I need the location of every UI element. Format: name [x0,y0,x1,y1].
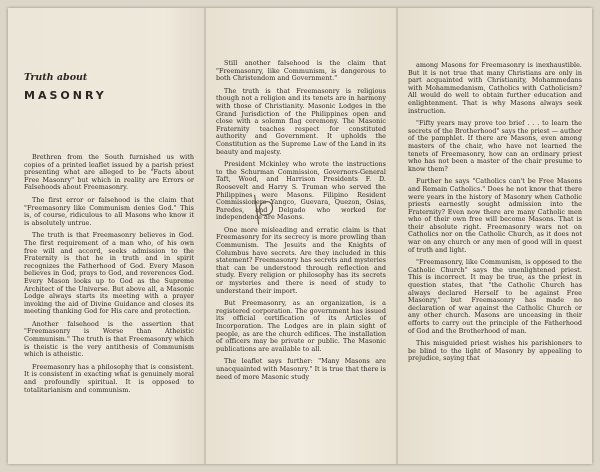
panel-middle [204,8,396,464]
handwritten-mark-icon [254,191,283,224]
paragraph: among Masons for Freemasonry is inexhaustible. But it is not true that many Christians are only in part acquainted with Christianity, Mohammedans with Mohammedanism, Catholics with Catholicism? All would do well to obtain further education and enlightenment. That is why Masons always seek instruction. [408,61,582,115]
paragraph: The first error or falsehood is the claim that "Freemasonry like Communism denies God." This is, of course, ridiculous to all Masons who know it is absolutely untrue. [24,195,194,227]
paragraph: But Freemasonry, as an organization, is a registered corporation. The government has issued its official certification of its Articles of Incorporation. The Lodges are in plain sight of people, as are the church edifices. The installation of officers may be private or public. The Masonic publications are available to all. [216,299,386,353]
paragraph: President Mckinley who wrote the instructions to the Schurman Commission, Governors-General Taft, Wood, and Harrison Presidents F. D. Roosevelt and Harry S. Truman who served the Philippines were Masons. Filipino Resident Commissioners Yangco, Guevara, Quezon, Osias, Paredes, and Delgado who worked for independence are Masons. [216,160,386,222]
paragraph: Further he says "Catholics can't be Free Masons and Remain Catholics." Does he not know that there were years in the history of Masonry when Catholic priests earnestly sought admission into the Fraternity? Even now there are many Catholic men who of their own free will become Masons. That is their absolute right. Freemasonry wars not on Catholics nor on the Catholic Church, as it does not war on any church or any men of good will in quest of truth and light. [408,177,582,254]
paragraph: The leaflet says further: "Many Masons are unacquainted with Masonry." It is true that there is need of more Masonic study [216,357,386,381]
leaflet-sheet [8,8,592,464]
panel-left [8,8,204,464]
paragraph: One more misleading and erratic claim is that Freemasonry for its secrecy is more prowling than Communism. The Jesuits and the Knights of Columbus have secrets. Are they included in this statement? Freemasonry has secrets and mysteries that can be understood through reflection and study. Every religion or philosophy has its secrets or mysteries and there is need of study to understand their import. [216,225,386,295]
leaflet-title: MASONRY [24,89,107,102]
paragraph: Another falsehood is the assertion that "Freemasonry is Worse than Atheistic Communism." The truth is that Freemasonry which is theistic is the very antithesis of Communism which is atheistic. [24,319,194,359]
paragraph: Still another falsehood is the claim that "Freemasonry, like Communism, is dangerous to both Christendom and Government." [216,59,386,83]
panel-right [396,8,592,464]
paragraph: Freemasonry has a philosophy that is consistent. It is consistent in exacting what is genuinely moral and profoundly spiritual. It is opposed to totalitarianism and communism. [24,362,194,394]
paragraph: Brethren from the South furnished us with copies of a printed leaflet issued by a parish priest presenting what are alleged to be "Facts about Free Masonry" but which in reality are Errors or Falsehoods about Freemasonry. [24,153,194,192]
paragraph: This misguided priest wishes his parishioners to be blind to the light of Masonry by appealing to prejudice, saying that [408,339,582,363]
fold-line [204,8,206,464]
paragraph: The truth is that Freemasonry believes in God. The first requirement of a man who, of his own free will and accord, seeks admission to the Fraternity is that he in truth and in spirit recognizes the Fatherhood of God. Every Mason believes in God, prays to God, and reverences God. Every Mason looks up to God as the Supreme Architect of the Universe. But above all, a Masonic Lodge always starts its meeting with a prayer invoking the aid of Divine Guidance and closes its meeting thanking God for His care and protection. [24,231,194,316]
leaflet-title-small: Truth about [24,72,88,83]
paragraph: "Fifty years may prove too brief . . . to learn the secrets of the Brotherhood" says the priest — author of the pamphlet. If there are Masons, even among masters of the chair, who have not learned the tenets of Freemasonry, how can an ordinary priest who has not been a master of the chair presume to know them? [408,119,582,173]
paragraph: "Freemasonry, like Communism, is opposed to the Catholic Church" says the unenlightened priest. This is incorrect. It may be true, as the priest in question states, that "the Catholic Church has always declared Herself to be against Free Masonry," but Freemasonry has made no declaration of war against the Catholic Church or any other church. Masons are unceasing in their efforts to carry out the principle of the Fatherhood of God and the Brotherhood of man. [408,258,582,335]
fold-line [396,8,398,464]
paragraph: The truth is that Freemasonry is religious though not a religion and its tenets are in harmony with those of Christianity. Masonic Lodges in the Grand Jurisdiction of the Philippines open and close with a solemn flag ceremony. The Masonic Fraternity teaches respect for constituted authority and Government. It upholds the Constitution as the Supreme Law of the Land in its beauty and majesty. [216,86,386,156]
